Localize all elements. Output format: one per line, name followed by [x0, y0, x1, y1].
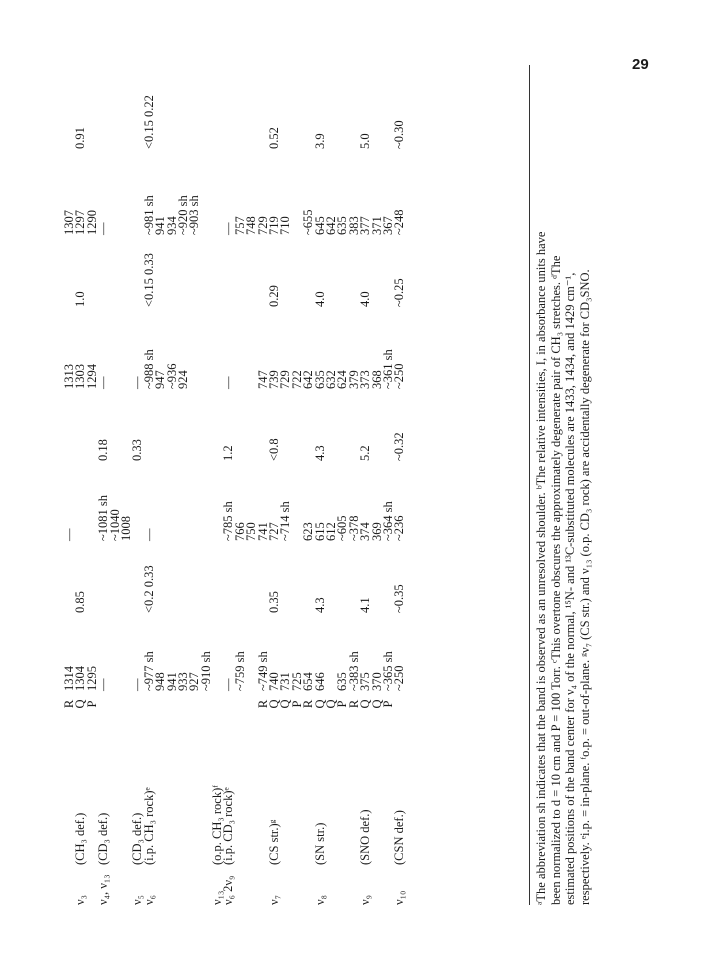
freq-col-2-value: 750 — [244, 522, 259, 541]
table-row — [64, 89, 98, 905]
mode-label-value: ν₁₃ — [210, 890, 225, 905]
freq-col-1 — [98, 613, 132, 691]
intensity-col-2-value: 5.2 — [358, 445, 373, 461]
freq-col-2-value: — — [62, 528, 76, 541]
branch-labels-value: R — [301, 699, 316, 709]
freq-col-1-value: 933 — [175, 672, 190, 691]
freq-col-3-value: 739 — [267, 370, 282, 389]
mode-description — [394, 717, 405, 865]
mode-description-value: (CH₃ def.) — [73, 812, 88, 865]
freq-col-2 — [98, 461, 132, 541]
branch-labels-value: P — [335, 700, 350, 708]
footnotes — [529, 65, 592, 905]
intensity-col-3-value: 1.0 — [73, 291, 88, 307]
freq-col-3-value: 642 — [301, 370, 316, 389]
branch-labels — [132, 691, 143, 717]
freq-col-2-value: ~1040 — [107, 509, 122, 541]
intensity-col-2-value — [144, 389, 155, 461]
table-row — [349, 89, 395, 905]
intensity-col-3 — [349, 235, 395, 307]
freq-col-3 — [141, 307, 212, 389]
intensity-col-1 — [212, 541, 223, 613]
table-row — [303, 89, 349, 905]
page-number — [632, 56, 649, 73]
page-number-text: 29 — [632, 56, 649, 73]
branch-labels-value: Q — [369, 699, 384, 709]
freq-col-4 — [346, 149, 395, 235]
intensity-col-3 — [258, 235, 304, 307]
intensity-col-2 — [394, 389, 405, 461]
intensity-col-2 — [98, 389, 132, 461]
intensity-col-1-value — [212, 541, 223, 613]
mode-label-value: ν₇ — [267, 894, 282, 905]
intensity-col-1-value: ~0.35 — [392, 584, 407, 613]
branch-labels-value: Q — [323, 699, 338, 709]
mode-label-value: ν₁₀ — [392, 890, 407, 905]
intensity-col-3 — [303, 235, 349, 307]
freq-col-4-value: 748 — [244, 216, 259, 235]
freq-col-4-value: 1297 — [73, 210, 88, 235]
freq-col-2-value: ~236 — [392, 515, 407, 541]
freq-col-3-value: 635 — [312, 370, 327, 389]
freq-col-1-value: 1304 — [73, 666, 88, 691]
freq-col-4-value: ~920 sh — [175, 195, 190, 235]
freq-col-1-value: 941 — [164, 672, 179, 691]
intensity-col-2-value: 0.18 — [96, 439, 111, 461]
mode-label-value: ν₆ 2ν₉ — [221, 875, 236, 905]
intensity-col-1-value: 4.1 — [358, 597, 373, 613]
freq-col-3 — [223, 307, 257, 389]
freq-col-3 — [394, 307, 405, 389]
freq-col-3-value: ~936 — [164, 363, 179, 389]
freq-col-4-value: 383 — [346, 216, 361, 235]
freq-col-2-value: ~364 sh — [380, 501, 395, 541]
freq-col-3 — [255, 307, 304, 389]
freq-col-4-value: 710 — [278, 216, 293, 235]
intensity-col-4 — [98, 89, 132, 149]
branch-labels — [64, 691, 98, 717]
mode-description-value: (i.p. CD₃ rock)ᵉ — [221, 787, 236, 865]
intensity-col-3 — [141, 235, 212, 307]
freq-col-4-value: ~903 sh — [187, 195, 202, 235]
intensity-col-4 — [394, 89, 405, 149]
freq-col-1-value: 370 — [369, 672, 384, 691]
freq-col-4-value: ~248 — [392, 209, 407, 235]
freq-col-2-value: 369 — [369, 522, 384, 541]
footnote-line: been normalized to d = 10 cm and P = 100 Torr. ᶜThis overtone obscures the approximately degenerate pair of CH₃ stretches. ᵈThe — [548, 255, 563, 905]
intensity-col-3 — [223, 235, 257, 307]
freq-col-3-value: 947 — [153, 370, 168, 389]
freq-col-4-value: ~655 — [301, 209, 316, 235]
footnote-line: ᵃThe abbreviation sh indicates that the band is observed as an unresolved shoulder. ᵇThe relative intensities, I, in absorbance units have — [534, 231, 548, 905]
freq-col-2-value: 766 — [232, 522, 247, 541]
table-row — [212, 89, 223, 905]
branch-labels — [144, 691, 212, 717]
freq-col-3-value: 747 — [255, 370, 270, 389]
mode-description — [98, 717, 132, 865]
intensity-col-4 — [349, 89, 395, 149]
mode-description — [64, 717, 98, 865]
freq-col-1-value: 927 — [187, 672, 202, 691]
mode-label — [223, 865, 257, 905]
mode-description — [141, 717, 212, 865]
intensity-col-4-value — [212, 89, 223, 149]
mode-label — [258, 865, 304, 905]
branch-labels-value: Q — [278, 699, 293, 709]
freq-col-3-value: 379 — [346, 370, 361, 389]
intensity-col-3 — [64, 235, 98, 307]
freq-col-4-value: 941 — [153, 216, 168, 235]
intensity-col-3-value: 0.29 — [267, 285, 282, 307]
freq-col-3-value: 722 — [289, 370, 304, 389]
freq-col-2-value: 1008 — [118, 516, 133, 541]
intensity-col-2 — [223, 389, 257, 461]
mode-label-value: ν₅ — [130, 894, 145, 905]
intensity-col-2 — [132, 389, 143, 461]
freq-col-4-value: — — [221, 222, 236, 235]
intensity-col-2 — [303, 389, 349, 461]
mode-description-value: (o.p. CH₃ rock)ᶠ — [210, 785, 225, 865]
intensity-col-1-value: 0.35 — [267, 591, 282, 613]
footnote-line: respectively. ᵉi.p. = in-plane. ᶠo.p. = out-of-plane. ᵍν₇ (CS str.) and ν₁₃ (o.p. CD₃ rock) are accidentally degenerate for CD₃SNO. — [577, 269, 592, 905]
branch-labels-value: P — [380, 700, 395, 708]
freq-col-1 — [346, 613, 395, 691]
freq-col-2 — [346, 461, 395, 541]
intensity-col-3 — [394, 235, 405, 307]
freq-col-3-value: 368 — [369, 370, 384, 389]
freq-col-1-value: ~759 sh — [232, 651, 247, 691]
branch-labels — [255, 691, 304, 717]
freq-col-1 — [64, 613, 98, 691]
intensity-col-1 — [223, 541, 257, 613]
freq-col-2-value: 374 — [358, 522, 373, 541]
table-row — [144, 89, 212, 905]
mode-label — [303, 865, 349, 905]
branch-labels — [346, 691, 395, 717]
intensity-col-2 — [64, 389, 98, 461]
intensity-col-3-value: 4.0 — [358, 291, 373, 307]
freq-col-4-value: 377 — [358, 216, 373, 235]
freq-col-4-value: 367 — [380, 216, 395, 235]
freq-col-3-value: 1303 — [73, 364, 88, 389]
intensity-col-4-value: ~0.30 — [392, 120, 407, 149]
freq-col-3-value: ~988 sh — [141, 349, 156, 389]
intensity-col-1 — [303, 541, 349, 613]
freq-col-4-value: 719 — [267, 216, 282, 235]
branch-labels-value: P — [289, 700, 304, 708]
intensity-col-2-value: ~0.32 — [392, 432, 407, 461]
branch-labels-value: Q — [358, 699, 373, 709]
intensity-col-1 — [64, 541, 98, 613]
freq-col-2-value: 727 — [267, 522, 282, 541]
freq-col-3-value: — — [96, 376, 111, 389]
freq-col-1-value: ~365 sh — [380, 651, 395, 691]
freq-col-3-value: 1294 — [84, 364, 99, 389]
branch-labels — [98, 691, 132, 717]
intensity-col-2-value: <0.8 — [267, 438, 282, 461]
intensity-col-1-value — [223, 541, 234, 613]
intensity-col-1 — [98, 541, 132, 613]
intensity-col-2 — [144, 389, 212, 461]
branch-labels-value: P — [84, 700, 99, 708]
freq-col-1-value: 740 — [267, 672, 282, 691]
freq-col-4 — [98, 149, 132, 235]
freq-col-1-value: 725 — [289, 672, 304, 691]
branch-labels — [212, 691, 223, 717]
freq-col-4-value: 645 — [312, 216, 327, 235]
mode-description-value: (CS str.)ᵍ — [267, 819, 282, 865]
freq-col-1-value: 375 — [358, 672, 373, 691]
mode-description-value: (SN str.) — [312, 822, 327, 865]
freq-col-1-value: ~749 sh — [255, 651, 270, 691]
mode-label — [349, 865, 395, 905]
intensity-col-3-value: <0.15 0.33 — [141, 253, 156, 307]
branch-labels-value: R — [346, 699, 361, 709]
branch-labels — [394, 691, 405, 717]
freq-col-2 — [303, 461, 349, 541]
freq-col-4-value: 934 — [164, 216, 179, 235]
freq-col-4 — [141, 149, 212, 235]
intensity-col-1-value: 0.85 — [73, 591, 88, 613]
intensity-col-4-value — [98, 89, 109, 149]
intensity-col-1-value: 4.3 — [312, 597, 327, 613]
freq-col-4 — [64, 149, 98, 235]
freq-col-4 — [255, 149, 304, 235]
branch-labels-value: Q — [312, 699, 327, 709]
freq-col-1 — [394, 613, 405, 691]
freq-col-3 — [346, 307, 395, 389]
intensity-col-2-value: 4.3 — [312, 445, 327, 461]
mode-description — [349, 717, 395, 865]
mode-description — [258, 717, 304, 865]
freq-col-1-value: ~383 sh — [346, 651, 361, 691]
freq-col-2-value: 615 — [312, 522, 327, 541]
freq-col-2 — [255, 461, 304, 541]
mode-label — [98, 865, 132, 905]
branch-labels — [223, 691, 257, 717]
freq-col-2-value: ~378 — [346, 515, 361, 541]
intensity-col-3-value — [98, 235, 109, 307]
freq-col-2 — [223, 461, 257, 541]
freq-col-2-value: — — [141, 528, 156, 541]
freq-col-4 — [223, 149, 257, 235]
rotated-table-region — [64, 65, 634, 905]
mode-label-value: ν₈ — [312, 894, 327, 905]
intensity-col-4 — [212, 89, 223, 149]
freq-col-4 — [394, 149, 405, 235]
intensity-col-1 — [349, 541, 395, 613]
freq-col-3 — [303, 307, 349, 389]
freq-col-4-value: 635 — [335, 216, 350, 235]
intensity-col-2-value — [75, 389, 86, 461]
freq-col-1-value: 948 — [153, 672, 168, 691]
mode-description — [303, 717, 349, 865]
freq-col-4-value: 1307 — [62, 210, 76, 235]
freq-col-2 — [141, 461, 212, 541]
freq-col-4-value: ~981 sh — [141, 195, 156, 235]
branch-labels-value: Q — [267, 699, 282, 709]
freq-col-3-value: 632 — [323, 370, 338, 389]
intensity-col-4 — [303, 89, 349, 149]
freq-col-1-value: ~910 sh — [198, 651, 213, 691]
table-row — [223, 89, 257, 905]
freq-col-3-value: 373 — [358, 370, 373, 389]
frequency-table — [64, 89, 406, 905]
freq-col-1-value: 1314 — [62, 666, 76, 691]
mode-description-value: (i.p. CH₃ rock)ᵉ — [141, 787, 156, 865]
freq-col-2 — [394, 461, 405, 541]
mode-description-value: (CD₃ def.) — [130, 812, 145, 865]
table-row — [394, 89, 405, 905]
mode-label-value: ν₄, ν₁₃ — [96, 874, 111, 905]
freq-col-2-value: 612 — [323, 522, 338, 541]
freq-col-1-value: 654 — [301, 672, 316, 691]
intensity-col-1 — [258, 541, 304, 613]
freq-col-3-value: — — [221, 376, 236, 389]
freq-col-4-value: 729 — [255, 216, 270, 235]
intensity-col-3 — [98, 235, 132, 307]
intensity-col-4 — [258, 89, 304, 149]
freq-col-3-value: ~250 — [392, 363, 407, 389]
freq-col-1 — [255, 613, 304, 691]
intensity-col-4 — [64, 89, 98, 149]
intensity-col-4-value: 0.91 — [73, 127, 88, 149]
freq-col-3-value: 924 — [175, 370, 190, 389]
freq-col-4-value: 642 — [323, 216, 338, 235]
mode-label-value: ν₆ — [141, 894, 156, 905]
mode-label-value: ν₃ — [73, 894, 88, 905]
intensity-col-1 — [394, 541, 405, 613]
mode-description-value: (CD₃ def.) — [96, 812, 111, 865]
branch-labels-value: Q — [73, 699, 88, 709]
table-body — [64, 89, 406, 905]
mode-label-value: ν₉ — [358, 894, 373, 905]
intensity-col-4-value: 5.0 — [358, 133, 373, 149]
table-row — [258, 89, 304, 905]
freq-col-2 — [64, 461, 98, 541]
freq-col-1 — [141, 613, 213, 691]
intensity-col-3 — [212, 235, 223, 307]
freq-col-3 — [64, 307, 98, 389]
intensity-col-2 — [258, 389, 304, 461]
freq-col-2-value: 741 — [255, 522, 270, 541]
freq-col-1-value: 646 — [312, 672, 327, 691]
freq-col-1-value: — — [130, 678, 145, 691]
freq-col-3-value: 1313 — [62, 364, 76, 389]
freq-col-4 — [303, 149, 349, 235]
mode-description — [223, 717, 257, 865]
freq-col-2-value: ~605 — [335, 515, 350, 541]
intensity-col-3-value: 4.0 — [312, 291, 327, 307]
intensity-col-3-value: ~0.25 — [392, 278, 407, 307]
intensity-col-1 — [141, 541, 212, 613]
intensity-col-2-value: 1.2 — [221, 445, 236, 461]
freq-col-1-value: ~250 — [392, 665, 407, 691]
freq-col-1 — [223, 613, 257, 691]
intensity-col-2 — [349, 389, 395, 461]
branch-labels — [303, 691, 349, 717]
intensity-col-4-value: <0.15 0.22 — [141, 95, 156, 149]
freq-col-1-value: ~977 sh — [141, 651, 156, 691]
freq-col-2-value: ~1081 sh — [96, 494, 111, 541]
mode-label — [64, 865, 98, 905]
freq-col-1-value: — — [96, 678, 111, 691]
mode-description-value: (SNO def.) — [358, 809, 373, 865]
intensity-col-4 — [141, 89, 212, 149]
freq-col-1-value: 635 — [335, 672, 350, 691]
branch-labels-value: R — [62, 699, 76, 709]
freq-col-4-value: 371 — [369, 216, 384, 235]
intensity-col-1-value — [98, 541, 109, 613]
freq-col-3-value: ~361 sh — [380, 349, 395, 389]
intensity-col-3-value — [223, 235, 234, 307]
mode-label — [394, 865, 405, 905]
intensity-col-4-value — [223, 89, 234, 149]
freq-col-1-value: 731 — [278, 672, 293, 691]
intensity-col-1-value: <0.2 0.33 — [141, 565, 156, 613]
branch-labels-value: R — [255, 699, 270, 709]
footnote-line: estimated positions of the band center for ν₄ of the normal, ¹⁵N- and ¹³C-substituted molecules are 1433, 1434, and 1429 cm⁻¹, — [563, 272, 578, 905]
intensity-col-2-value: 0.33 — [130, 439, 145, 461]
freq-col-1-value: — — [221, 678, 236, 691]
mode-description-value: (CSN def.) — [392, 810, 407, 865]
freq-col-2-value: ~785 sh — [221, 501, 236, 541]
freq-col-3-value: 729 — [278, 370, 293, 389]
freq-col-4-value: — — [96, 222, 111, 235]
freq-col-1-value: 1295 — [84, 666, 99, 691]
freq-col-2-value: 623 — [301, 522, 316, 541]
intensity-col-4 — [223, 89, 257, 149]
freq-col-4-value: 757 — [232, 216, 247, 235]
freq-col-4-value: 1290 — [84, 210, 99, 235]
freq-col-3 — [98, 307, 132, 389]
freq-col-2-value: ~714 sh — [278, 501, 293, 541]
freq-col-3-value: 624 — [335, 370, 350, 389]
freq-col-1 — [303, 613, 349, 691]
table-row — [98, 89, 132, 905]
mode-label — [141, 865, 212, 905]
freq-col-3-value: — — [130, 376, 145, 389]
intensity-col-4-value: 0.52 — [267, 127, 282, 149]
intensity-col-3-value — [212, 235, 223, 307]
intensity-col-4-value: 3.9 — [312, 133, 327, 149]
